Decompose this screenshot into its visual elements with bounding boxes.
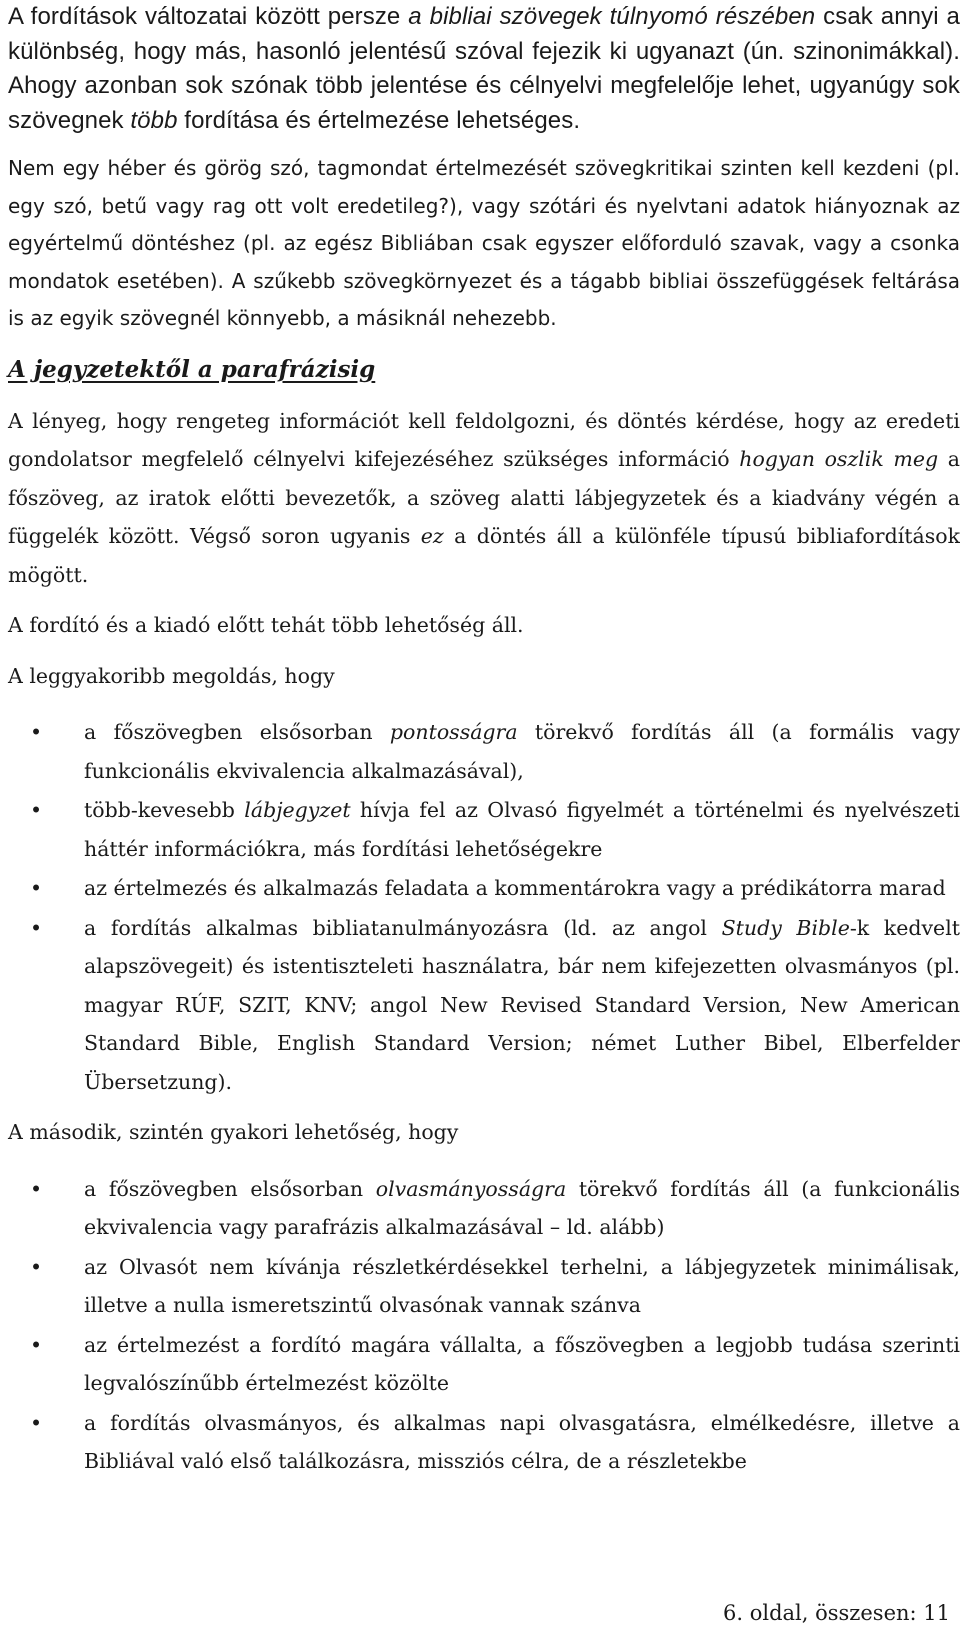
list-item: • a főszövegben elsősorban olvasmányosságra törekvő fordítás áll (a funkcionális ekvivalencia vagy parafrázis alkalmazásával – ld. alább) <box>8 1170 960 1247</box>
section-heading: A jegyzetektől a parafrázisig <box>8 355 376 383</box>
list-item: • a főszövegben elsősorban pontosságra törekvő fordítás áll (a formális vagy funkcionális ekvivalencia alkalmazásával), <box>8 713 960 790</box>
bullet-icon: • <box>30 1254 43 1279</box>
paragraph-options: A fordító és a kiadó előtt tehát több lehetőség áll. <box>8 613 524 637</box>
paragraph-intro: A fordítások változatai között persze a bibliai szövegek túlnyomó részében csak annyi a különbség, hogy más, hasonló jelentésű szóval fejezik ki ugyanazt (ún. szinonimákkal). Ahogy azonban sok szónak több jelentése és célnyelvi megfelelője lehet, ugyanúgy sok szövegnek több fordítása és értelmezése lehetséges. <box>8 3 960 134</box>
paragraph-essence: A lényeg, hogy rengeteg információt kell feldolgozni, és döntés kérdése, hogy az eredeti gondolatsor megfelelő célnyelvi kifejezéséhez szükséges információ hogyan oszlik meg a főszöveg, az iratok előtti bevezetők, a szöveg alatti lábjegyzetek és a kiadvány végén a függelék között. Végső soron ugyanis ez a döntés áll a különféle típusú bibliafordítások mögött. <box>8 408 960 587</box>
document-page <box>8 0 960 1481</box>
list-item: • az értelmezés és alkalmazás feladata a kommentárokra vagy a prédikátorra marad <box>8 869 960 908</box>
bullet-icon: • <box>30 798 43 822</box>
bullet-icon: • <box>30 1332 43 1357</box>
list-item: • a fordítás olvasmányos, és alkalmas napi olvasgatásra, elmélkedésre, illetve a Bibliával való első találkozásra, missziós célra, de a részletekbe <box>8 1404 960 1481</box>
paragraph-second-option: A második, szintén gyakori lehetőség, hogy <box>8 1120 459 1144</box>
paragraph-textcritic: Nem egy héber és görög szó, tagmondat értelmezését szövegkritikai szinten kell kezdeni (pl. egy szó, betű vagy rag ott volt eredetileg?), vagy szótári és nyelvtani adatok hiányoznak az egyértelmű döntéshez (pl. az egész Bibliában csak egyszer előforduló szavak, vagy a csonka mondatok esetében). A szűkebb szövegkörnyezet és a tágabb bibliai összefüggések feltárása is az egyik szövegnél könnyebb, a másiknál nehezebb. <box>8 156 960 330</box>
list-second-option <box>8 1170 960 1481</box>
list-item: • a fordítás alkalmas bibliatanulmányozásra (ld. az angol Study Bible-k kedvelt alapszövegeit) és istentiszteleti használatra, bár nem kifejezetten olvasmányos (pl. magyar RÚF, SZIT, KNV; angol New Revised Standard Version, New American Standard Bible, English Standard Version; német Luther Bibel, Elberfelder Übersetzung). <box>8 909 960 1102</box>
paragraph-common-solution: A leggyakoribb megoldás, hogy <box>8 663 335 688</box>
list-item: • az Olvasót nem kívánja részletkérdésekkel terhelni, a lábjegyzetek minimálisak, illetve a nulla ismeretszintű olvasónak vannak szánva <box>8 1248 960 1325</box>
bullet-icon: • <box>30 1176 43 1201</box>
page-number-footer: 6. oldal, összesen: 11 <box>723 1601 950 1625</box>
bullet-icon: • <box>30 876 43 900</box>
list-common-solution <box>8 713 960 1101</box>
bullet-icon: • <box>30 915 43 940</box>
bullet-icon: • <box>30 720 43 744</box>
bullet-icon: • <box>30 1410 43 1435</box>
list-item: • az értelmezést a fordító magára vállalta, a főszövegben a legjobb tudása szerinti legvalószínűbb értelmezést közölte <box>8 1326 960 1403</box>
list-item: • több-kevesebb lábjegyzet hívja fel az Olvasó figyelmét a történelmi és nyelvészeti háttér információkra, más fordítási lehetőségekre <box>8 791 960 868</box>
